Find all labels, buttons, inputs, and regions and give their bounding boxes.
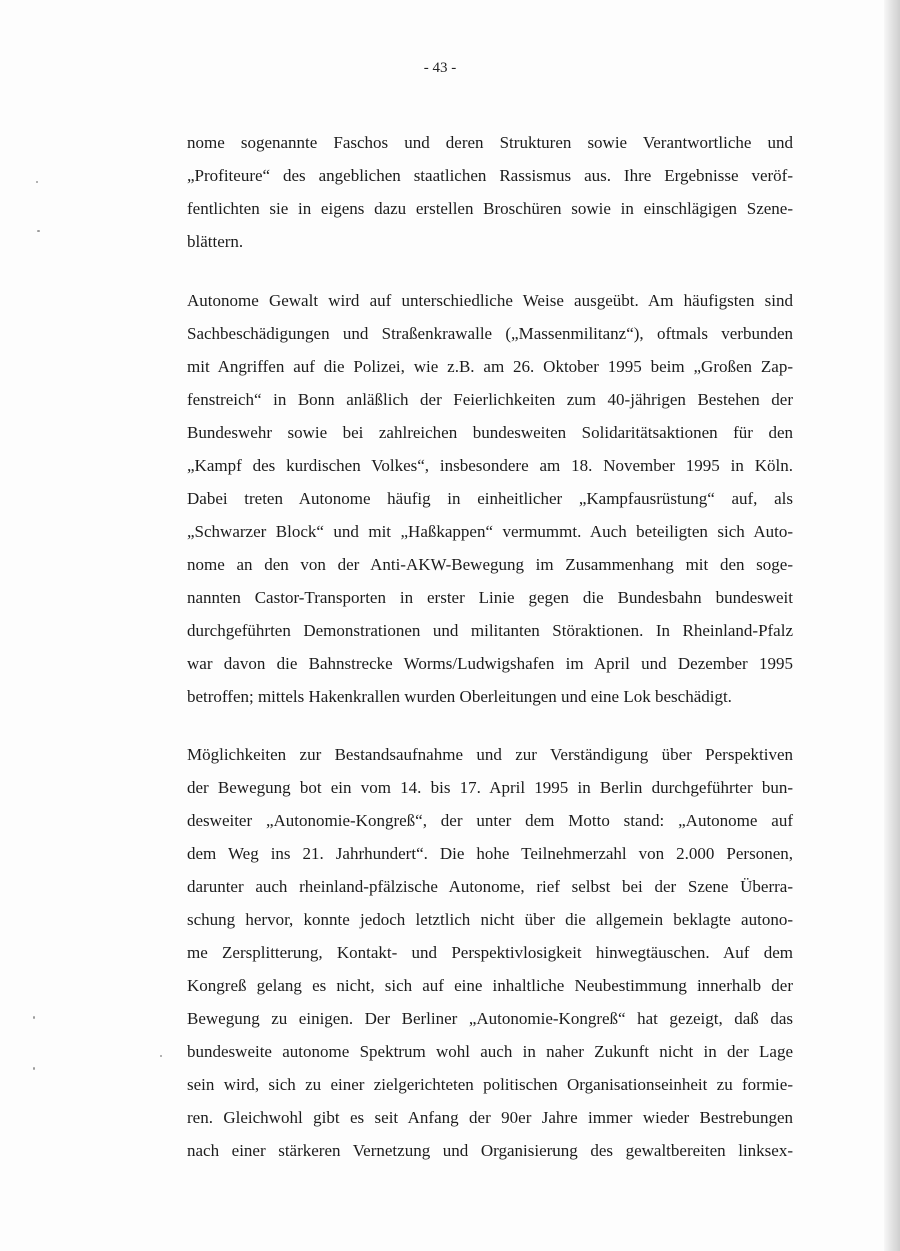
text-line: me Zersplitterung, Kontakt- und Perspektivlosigkeit hinwegtäuschen. Auf dem [187, 943, 793, 962]
text-line: Sachbeschädigungen und Straßenkrawalle („Massenmilitanz“), oftmals verbunden [187, 324, 793, 343]
text-line: „Profiteure“ des angeblichen staatlichen Rassismus aus. Ihre Ergebnisse veröf- [187, 166, 793, 185]
text-line: „Kampf des kurdischen Volkes“, insbesondere am 18. November 1995 in Köln. [187, 456, 793, 475]
text-line: nome sogenannte Faschos und deren Strukturen sowie Verantwortliche und [187, 133, 793, 152]
text-line: war davon die Bahnstrecke Worms/Ludwigshafen im April und Dezember 1995 [187, 654, 793, 673]
text-line: durchgeführten Demonstrationen und militanten Störaktionen. In Rheinland-Pfalz [187, 621, 793, 640]
text-line: bundesweite autonome Spektrum wohl auch in naher Zukunft nicht in der Lage [187, 1042, 793, 1061]
text-line: Bewegung zu einigen. Der Berliner „Autonomie-Kongreß“ hat gezeigt, daß das [187, 1009, 793, 1028]
text-line: dem Weg ins 21. Jahrhundert“. Die hohe Teilnehmerzahl von 2.000 Personen, [187, 844, 793, 863]
text-line: nannten Castor-Transporten in erster Linie gegen die Bundesbahn bundesweit [187, 588, 793, 607]
scan-speck [33, 1016, 35, 1019]
text-line: nome an den von der Anti-AKW-Bewegung im Zusammenhang mit den soge- [187, 555, 793, 574]
scan-speck [160, 1055, 162, 1057]
text-line: fentlichten sie in eigens dazu erstellen Broschüren sowie in einschlägigen Szene- [187, 199, 793, 218]
scan-speck [37, 230, 40, 232]
page-number: - 43 - [423, 60, 457, 76]
text-line: Dabei treten Autonome häufig in einheitlicher „Kampfausrüstung“ auf, als [187, 489, 793, 508]
text-line: darunter auch rheinland-pfälzische Autonome, rief selbst bei der Szene Überra- [187, 877, 793, 896]
text-line: „Schwarzer Block“ und mit „Haßkappen“ vermummt. Auch beteiligten sich Auto- [187, 522, 793, 541]
text-line: der Bewegung bot ein vom 14. bis 17. April 1995 in Berlin durchgeführter bun- [187, 778, 793, 797]
text-line: nach einer stärkeren Vernetzung und Organisierung des gewaltbereiten linksex- [187, 1141, 793, 1160]
text-line: betroffen; mittels Hakenkrallen wurden Oberleitungen und eine Lok beschädigt. [187, 687, 732, 706]
text-line: desweiter „Autonomie-Kongreß“, der unter dem Motto stand: „Autonome auf [187, 811, 793, 830]
text-line: Kongreß gelang es nicht, sich auf eine inhaltliche Neubestimmung innerhalb der [187, 976, 793, 995]
text-line: schung hervor, konnte jedoch letztlich nicht über die allgemein beklagte autono- [187, 910, 793, 929]
text-line: Möglichkeiten zur Bestandsaufnahme und zur Verständigung über Perspektiven [187, 745, 793, 764]
text-line: Autonome Gewalt wird auf unterschiedliche Weise ausgeübt. Am häufigsten sind [187, 291, 793, 310]
scan-page-edge [884, 0, 900, 1251]
text-line: fenstreich“ in Bonn anläßlich der Feierlichkeiten zum 40-jährigen Bestehen der [187, 390, 793, 409]
text-line: mit Angriffen auf die Polizei, wie z.B. am 26. Oktober 1995 beim „Großen Zap- [187, 357, 793, 376]
scan-speck [33, 1067, 35, 1070]
text-line: sein wird, sich zu einer zielgerichteten politischen Organisationseinheit zu formie- [187, 1075, 793, 1094]
text-line: Bundeswehr sowie bei zahlreichen bundesweiten Solidaritätsaktionen für den [187, 423, 793, 442]
text-line: blättern. [187, 232, 244, 251]
text-line: ren. Gleichwohl gibt es seit Anfang der 90er Jahre immer wieder Bestrebungen [187, 1108, 793, 1127]
scan-speck [36, 181, 38, 183]
